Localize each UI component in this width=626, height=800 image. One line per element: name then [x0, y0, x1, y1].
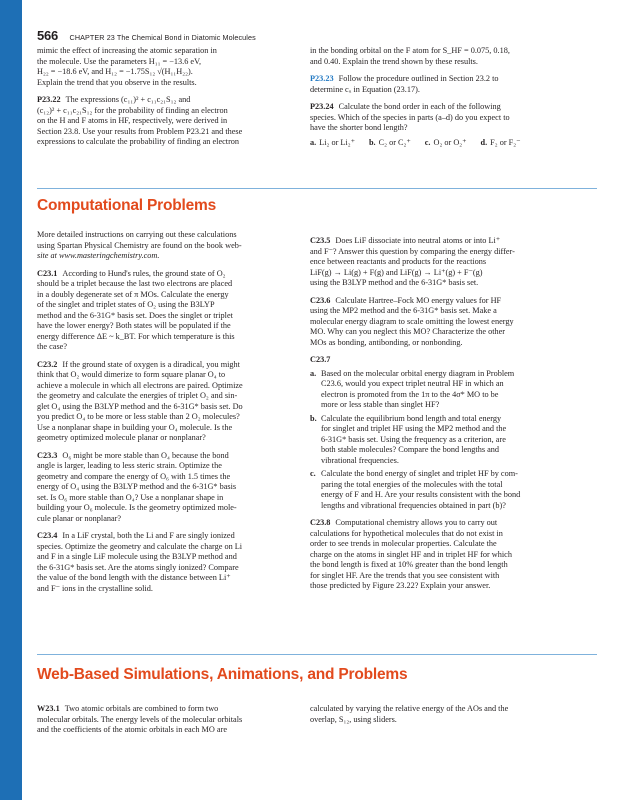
text-line: and 0.40. Explain the trend shown by these results. [310, 56, 478, 66]
text-line: Explain the trend that you observe in the results. [37, 77, 197, 87]
part-label: c. [310, 469, 316, 478]
option-text: C₂ or C₂⁺ [378, 137, 411, 147]
text-line: 6-31G* basis set. Using the frequency as a criterion, are [321, 434, 506, 444]
problem-p23-22 [37, 95, 302, 148]
text-line: charge on the atoms in singlet HF and in triplet HF for which [310, 549, 512, 559]
problem-p23-24 [310, 102, 597, 134]
text-line: lengths and vibrational frequencies obtained in part (b)? [321, 500, 506, 510]
text-line: mimic the effect of increasing the atomic separation in [37, 46, 217, 55]
text-line: the value of the bond length with the distance between Li⁺ [37, 573, 231, 582]
page-number: 566 [37, 28, 59, 43]
problem-label: C23.6 [310, 295, 331, 305]
option-text: F₂ or F₂⁻ [490, 137, 521, 147]
text-line: Follow the procedure outlined in Section 23.2 to [338, 74, 499, 83]
problem-label: P23.24 [310, 102, 334, 111]
section-rule [37, 654, 597, 655]
text-line: O₆ might be more stable than O₄ because the bond [62, 450, 229, 460]
text-line: the molecule. Use the parameters H₁₁ = −13.6 eV, [37, 56, 202, 66]
problem-w23-1-continued [310, 704, 597, 725]
text-line: using Spartan Physical Chemistry are found on the book web- [37, 240, 242, 250]
text-line: The expressions (c₁₁)² + c₁₁c₂₁S₁₂ and [65, 95, 191, 104]
text-line: and F in a single LiF molecule using the B3LYP method and [37, 552, 237, 561]
text-line: More detailed instructions on carrying out these calculations [37, 230, 237, 239]
text-line: LiF(g) → Li(g) + F(g) and LiF(g) → Li⁺(g) + F⁻(g) [310, 267, 483, 277]
option-label: c. [424, 137, 431, 147]
text-line: Does LiF dissociate into neutral atoms or into Li⁺ [335, 236, 501, 245]
option-label: d. [480, 137, 488, 147]
text-line: building your O₆ molecule. Is the geometry optimized mole- [37, 503, 237, 512]
text-line: of the singlet and triplet states of O₂ using the B3LYP [37, 300, 215, 309]
text-line: the 6-31G* basis set. Are the atoms singly ionized? Compare [37, 562, 239, 572]
c23-7-part-c [310, 469, 597, 511]
text-line: expressions to calculate the probability of finding an electron [37, 137, 240, 146]
c23-7-part-a [310, 369, 597, 411]
problem-label: P23.23 [310, 74, 334, 83]
text-line: should be a triplet because the last two electrons are placed [37, 279, 233, 288]
section-rule [37, 188, 597, 189]
text-line: species. Which of the species in parts (a–d) do you expect to [310, 112, 510, 122]
problem-label: P23.22 [37, 95, 61, 104]
text-line: geometry and compare the energy of O₆ with 1.5 times the [37, 471, 231, 481]
problem-c23-1 [37, 269, 302, 353]
problem-p23-23 [310, 74, 597, 95]
option-a [310, 138, 355, 149]
text-line: Two atomic orbitals are combined to form two [64, 704, 219, 713]
text-line: Computational chemistry allows you to carry out [335, 518, 498, 527]
text-line: Calculate Hartree–Fock MO energy values for HF [335, 295, 502, 305]
running-header [37, 27, 597, 45]
text-line: In a LiF crystal, both the Li and F are singly ionized [62, 531, 235, 540]
text-line: Calculate the bond energy of singlet and triplet HF by com- [321, 469, 518, 478]
web-based-heading: Web-Based Simulations, Animations, and Problems [37, 666, 408, 683]
option-c [425, 138, 467, 149]
problem-label: C23.2 [37, 359, 58, 369]
text-line: determine cᵤ in Equation (23.17). [310, 84, 420, 94]
text-line: angle is larger, leading to less steric strain. Optimize the [37, 461, 222, 470]
text-line: have the lower energy? Both states will be populated if the [37, 321, 231, 330]
text-line: calculations for hypothetical molecules that do not exist in [310, 528, 503, 538]
option-b [369, 138, 411, 149]
text-line: and F⁻ ions in the crystalline solid. [37, 583, 153, 593]
text-line: achieve a molecule in which all electrons are paired. Optimize [37, 380, 243, 390]
text-line: According to Hund's rules, the ground state of O₂ [62, 268, 226, 278]
option-text: O₂ or O₂⁺ [433, 137, 467, 147]
text-line: Based on the molecular orbital energy diagram in Problem [321, 368, 515, 378]
problem-label: C23.7 [310, 355, 331, 364]
computational-problems-heading: Computational Problems [37, 197, 217, 214]
text-line: method and the 6-31G* basis set. Does the singlet or triplet [37, 310, 233, 320]
chapter-title: CHAPTER 23 The Chemical Bond in Diatomic Molecules [69, 33, 256, 42]
text-line: MO. Why can you neglect this MO? Characterize the other [310, 327, 506, 336]
text-line: calculated by varying the relative energy of the AOs and the [310, 704, 509, 713]
problem-c23-8 [310, 518, 597, 592]
problem-c23-5 [310, 236, 597, 289]
text-line: Section 23.8. Use your results from Problem P23.21 and these [37, 126, 243, 136]
problem-c23-4 [37, 531, 302, 594]
option-label: b. [368, 137, 376, 147]
problem-c23-6 [310, 296, 597, 349]
text-line: the case? [37, 342, 67, 351]
text-line: and the coefficients of the atomic orbitals in each MO are [37, 725, 227, 734]
text-line: think that O₂ would dimerize to form square planar O₄ to [37, 370, 226, 379]
text-line: species. Optimize the geometry and calculate the charge on Li [37, 541, 243, 551]
option-label: a. [310, 137, 317, 147]
text-line: paring the total energies of the molecules with the total [321, 479, 503, 489]
page-edge-bar [0, 0, 22, 800]
problem-c23-2 [37, 360, 302, 444]
text-line: have the shorter bond length? [310, 123, 408, 132]
text-line: electron is promoted from the 1π to the 4σ* MO to be [321, 389, 499, 399]
option-text: Li₂ or Li₂⁺ [319, 137, 355, 147]
text-line: glet O₄ using the B3LYP method and the 6-31G* basis set. Do [37, 401, 243, 411]
problem-label: C23.4 [37, 531, 58, 540]
text-line: on the H and F atoms in HF, respectively, were derived in [37, 116, 228, 125]
part-label: b. [310, 413, 317, 423]
text-line: geometry optimized molecule planar or nonplanar? [37, 433, 206, 442]
text-line: the geometry and calculate the energies of triplet O₂ and sin- [37, 391, 238, 400]
text-line: energy of O₄ using the B3LYP method and the 6-31G* basis [37, 482, 237, 491]
text-line: for singlet HF. Are the trends that you see consistent with [310, 570, 500, 580]
text-line: overlap, S₁₂, using sliders. [310, 714, 397, 724]
text-line: C23.6, would you expect triplet neutral HF in which an [321, 379, 504, 388]
computational-intro [37, 230, 302, 262]
text-line: ence between reactants and products for the reactions [310, 257, 487, 266]
problem-label: W23.1 [37, 704, 60, 713]
text-line: in a doubly degenerate set of π MOs. Calculate the energy [37, 289, 229, 299]
text-line: more or less stable than singlet HF? [321, 400, 440, 409]
problem-label: C23.8 [310, 518, 331, 527]
text-line: in the bonding orbital on the F atom for S_HF = 0.075, 0.18, [310, 46, 510, 55]
problem-w23-1 [37, 704, 302, 736]
top-left-column [37, 46, 302, 148]
text-line: Use a nonplanar shape in building your O₄ molecule. Is the [37, 422, 233, 432]
text-line: and F⁻? Answer this question by comparing the energy differ- [310, 246, 515, 256]
text-line: molecular orbitals. The energy levels of the molecular orbitals [37, 714, 243, 724]
p2322-continuation [310, 46, 597, 67]
text-line: energy difference ΔE ~ k_BT. For which temperature is this [37, 331, 235, 341]
text-line: energy of F and H. Are your results consistent with the bond [321, 490, 521, 499]
text-line: order to see trends in molecular properties. Calculate the [310, 539, 497, 548]
text-line: set. Is O₆ more stable than O₄? Use a nonplanar shape in [37, 492, 224, 502]
computational-left-column [37, 230, 302, 594]
text-line: Calculate the equilibrium bond length and total energy [321, 413, 502, 423]
text-line: (c₁₂)² + c₁₁c₂₁S₁₂ for the probability of finding an electron [37, 105, 228, 115]
problem-label: C23.1 [37, 268, 58, 278]
text-line: the bond length is fixed at 10% greater than the bond length [310, 560, 508, 569]
text-line: MOs as bonding, antibonding, or nonbonding. [310, 337, 463, 347]
web-right-column [310, 704, 597, 725]
problem-label: C23.5 [310, 236, 331, 245]
problem-c23-3 [37, 451, 302, 525]
problem-c23-7 [310, 355, 597, 366]
computational-right-column [310, 236, 597, 592]
website-link[interactable]: site at www.masteringchemistry.com. [37, 251, 160, 260]
text-line: vibrational frequencies. [321, 455, 399, 465]
bond-order-options [310, 138, 597, 149]
problem-label: C23.3 [37, 450, 58, 460]
text-line: cule planar or nonplanar? [37, 513, 122, 523]
c23-7-part-b [310, 414, 597, 467]
text-line: both stable molecules? Compare the bond lengths and [321, 445, 500, 454]
text-line: using the MP2 method and the 6-31G* basis set. Make a [310, 306, 497, 315]
web-left-column [37, 704, 302, 736]
text-line: using the B3LYP method and the 6-31G* basis set. [310, 278, 479, 287]
p2321-continuation [37, 46, 302, 88]
part-label: a. [310, 368, 317, 378]
text-line: for singlet and triplet HF using the MP2 method and the [321, 424, 507, 433]
text-line: molecular energy diagram to scale omitting the lowest energy [310, 316, 514, 326]
top-right-column [310, 46, 597, 148]
text-line: If the ground state of oxygen is a diradical, you might [62, 359, 240, 369]
text-line: those predicted by Figure 23.22? Explain your answer. [310, 581, 491, 590]
text-line: you predict O₄ to be more or less stable than 2 O₂ molecules? [37, 412, 240, 421]
option-d [481, 138, 521, 149]
text-line: H₂₂ = −18.6 eV, and H₁₂ = −1.75S₁₂ √(H₁₁H₂₂). [37, 67, 193, 76]
text-line: Calculate the bond order in each of the following [338, 102, 501, 111]
